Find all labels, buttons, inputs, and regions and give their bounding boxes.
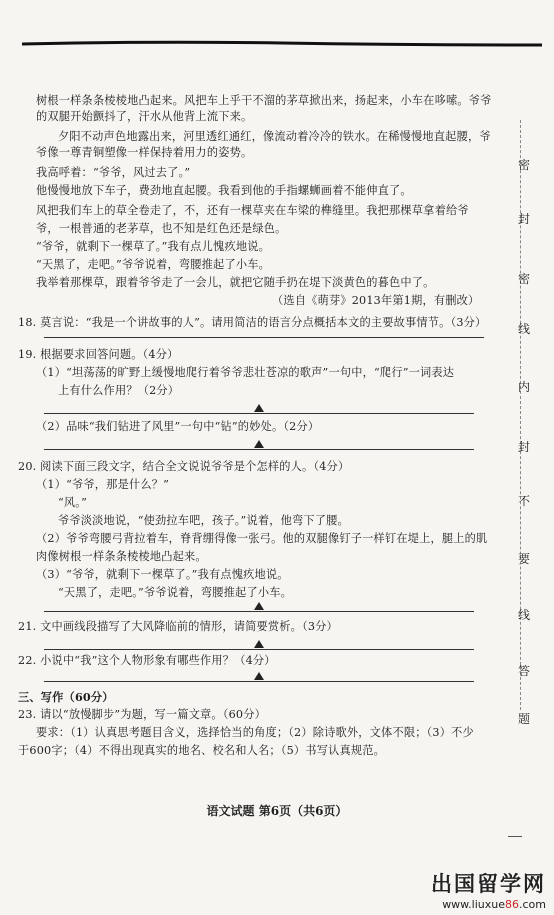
edge-mark [508, 836, 522, 837]
binding-label-char: 要 [518, 552, 531, 566]
answer-line-22[interactable] [44, 674, 474, 682]
question-19: 19. 根据要求回答问题。（4分） [18, 348, 179, 361]
binding-label-char: 密 [518, 158, 531, 172]
question-19-part-1-cont: 上有什么作用？（2分） [58, 384, 180, 397]
question-19-part-2: （2）品味“我们钻进了风里”一句中“钻”的妙处。（2分） [36, 420, 320, 433]
q20-excerpt-line: “天黑了，走吧。”爷爷说着，弯腰推起了小车。 [58, 586, 292, 599]
passage-line: “爷爷，就剩下一棵草了。”我有点儿愧疚地说。 [36, 240, 270, 253]
passage-line: 风把我们车上的草全卷走了，不，还有一棵草夹在车梁的榫缝里。我把那棵草拿着给爷 [36, 204, 469, 217]
q20-excerpt-line: 爷爷淡淡地说，“使劲拉车吧，孩子。”说着，他弯下了腰。 [58, 514, 349, 527]
binding-label-char: 不 [518, 494, 531, 508]
passage-line: 他慢慢地放下车子，费劲地直起腰。我看到他的手指螺蛳画着不能伸直了。 [36, 184, 412, 197]
q20-excerpt-line: （3）“爷爷，就剩下一棵草了。”我有点愧疚地说。 [36, 568, 289, 581]
section-title-writing: 三、写作（60分） [18, 690, 114, 704]
page-footer: 语文试题 第6页（共6页） [206, 804, 348, 818]
passage-line: 树根一样条条棱棱地凸起来。风把车上乎干不溜的茅草掀出来，扬起来，小车在哆嗦。爷爷 [36, 94, 492, 107]
question-19-part-1: （1）“坦荡荡的旷野上缓慢地爬行着爷爷悲壮苍凉的歌声”一句中，“爬行”一词表达 [36, 366, 455, 379]
passage-line: 夕阳不动声色地露出来，河里透红通红，像流动着冷冷的铁水。在稀慢慢地直起腰，爷 [58, 130, 491, 143]
watermark-url [431, 898, 546, 911]
binding-label-char: 内 [518, 380, 531, 394]
q20-excerpt-line: 肉像树根一样条条棱棱地凸起来。 [36, 550, 207, 563]
q20-excerpt-line: （1）“爷爷，那是什么？” [36, 478, 170, 491]
passage-line: 爷像一尊青铜塑像一样保持着用力的姿势。 [36, 146, 253, 159]
binding-label-char: 封 [518, 212, 531, 226]
answer-marker-icon [254, 440, 264, 448]
answer-line-19-1[interactable] [44, 406, 474, 414]
q20-excerpt-line: （2）爷爷弯腰弓背拉着车，脊背绷得像一张弓。他的双腿像钉子一样钉在堤上，腿上的肌 [36, 532, 488, 545]
question-20: 20. 阅读下面三段文字，结合全文说说爷爷是个怎样的人。（4分） [18, 460, 350, 473]
binding-label-char: 密 [518, 272, 531, 286]
answer-line-20[interactable] [44, 604, 474, 612]
answer-line-19-2[interactable] [44, 442, 474, 450]
watermark-url-part: 86 [505, 898, 519, 911]
watermark-url-part: www.liuxue [442, 898, 505, 911]
question-23-requirements: 要求：（1）认真思考题目含义，选择恰当的角度；（2）除诗歌外，文体不限；（3）不少 [36, 726, 474, 739]
question-18: 18. 莫言说：“我是一个讲故事的人”。请用简洁的语言分点概括本文的主要故事情节。（3分） [18, 316, 487, 329]
watermark-url-part: .com [519, 898, 546, 911]
passage-line: “天黑了，走吧。”爷爷说着，弯腰推起了小车。 [36, 258, 270, 271]
binding-label-char: 封 [518, 440, 531, 454]
question-23-requirements-cont: 于600字；（4）不得出现真实的地名、校名和人名；（5）书写认真规范。 [18, 744, 386, 757]
binding-label-char: 线 [518, 322, 531, 336]
passage-source: （选自《萌芽》2013年第1期，有删改） [272, 294, 480, 307]
passage-line: 我高呼着：“爷爷，风过去了。” [36, 166, 191, 179]
watermark-title: 出国留学网 [431, 872, 546, 896]
binding-label-char: 答 [518, 664, 531, 678]
answer-marker-icon [254, 602, 264, 610]
passage-line: 我举着那棵草，跟着爷爷走了一会儿，就把它随手扔在堤下淡黄色的暮色中了。 [36, 276, 435, 289]
site-watermark [431, 868, 546, 911]
binding-label-char: 题 [518, 712, 531, 726]
header-rule [22, 40, 542, 48]
question-22: 22. 小说中“我”这个人物形象有哪些作用？（4分） [18, 654, 276, 667]
answer-marker-icon [254, 672, 264, 680]
passage-line: 的双腿开始颤抖了，汗水从他背上流下来。 [36, 110, 253, 123]
q20-excerpt-line: “风。” [58, 496, 88, 509]
passage-line: 爷，一根普通的老茅草，也不知是红色还是绿色。 [36, 222, 287, 235]
answer-marker-icon [254, 404, 264, 412]
answer-marker-icon [254, 640, 264, 648]
binding-label-char: 线 [518, 608, 531, 622]
question-21: 21. 文中画线段描写了大风降临前的情形，请简要赏析。（3分） [18, 620, 338, 633]
answer-line-21[interactable] [44, 642, 474, 650]
answer-line-18[interactable] [44, 330, 484, 338]
question-23: 23. 请以“放慢脚步”为题，写一篇文章。（60分） [18, 708, 266, 721]
